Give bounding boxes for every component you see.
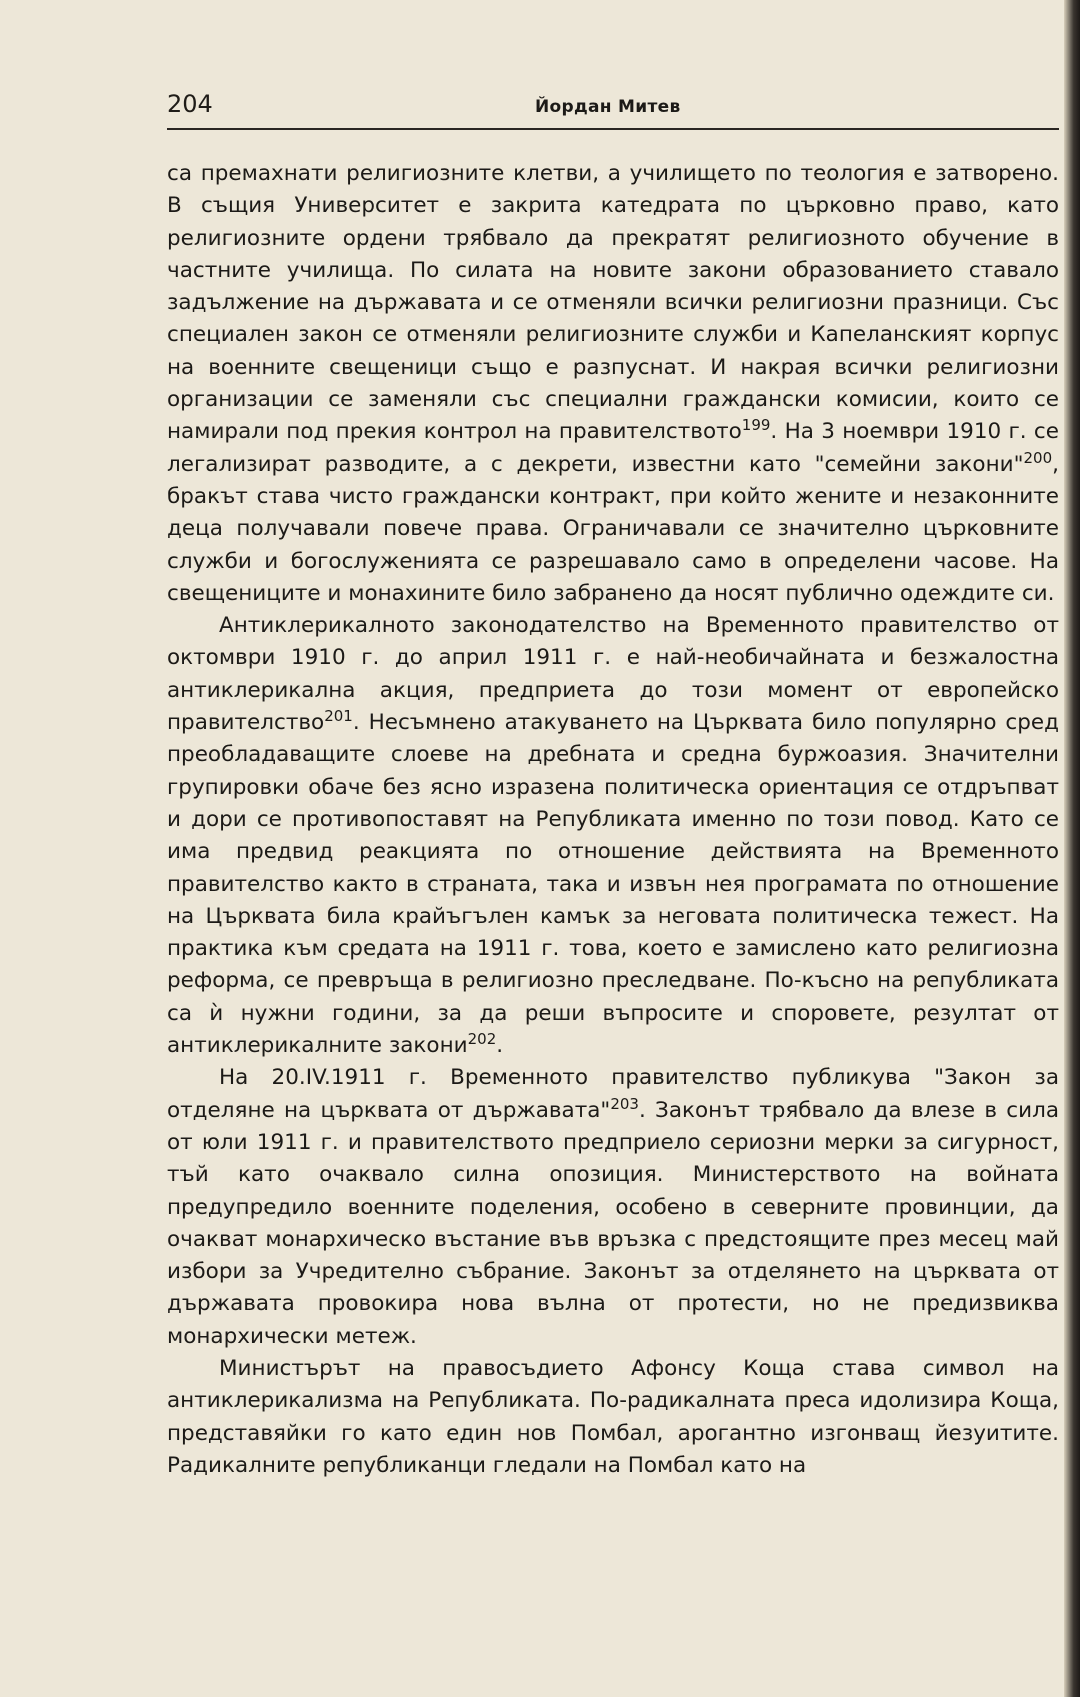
text-segment: . Законът трябвало да влезе в сила от юли 1911 г. и правителството предприело сериозни мерки за сигурност, тъй като очаквало силна опозиция. Министерството на войната предупредило военните поделения, особено в северните провинции, да очакват монархическо въстание във връзка с предстоящите през месец май избори за Учредително събрание. Законът за отделянето на църквата от държавата провокира нова вълна от протести, но не предизвиква монархически метеж. (167, 1097, 1059, 1349)
text-segment: Антиклерикалното законодателство на Временното правителство от октомври 1910 г. до април 1911 г. е най-необичайната и безжалостна антиклерикална акция, предприета до този момент от европейско правителство (167, 613, 1059, 736)
text-segment: . На 3 ноември 1910 г. се легализират разводите, а с декрети, известни като "семейни закони" (167, 419, 1059, 477)
footnote-ref: 203 (610, 1094, 639, 1113)
footnote-ref: 200 (1023, 448, 1053, 467)
header-rule (167, 128, 1059, 130)
page-header (167, 84, 1059, 124)
text-segment: На 20.IV.1911 г. Временното правителство публикува "Закон за отделяне на църквата от държавата" (167, 1065, 1059, 1123)
paragraph (167, 158, 1059, 610)
footnote-ref: 202 (467, 1029, 497, 1048)
running-title: Йордан Митев (535, 97, 681, 117)
page-number: 204 (167, 90, 213, 118)
text-segment: . Несъмнено атакуването на Църквата било популярно сред преобладаващите слоеве на дребната и средна буржоазия. Значителни групировки обаче без ясно изразена политическа ориентация се отдръпват и дори се противопоставят на Републиката именно по този повод. Като се има предвид реакцията по отношение действията на Временното правителство както в страната, така и извън нея програмата по отношение на Църквата била крайъгълен камък за неговата политическа тежест. На практика към средата на 1911 г. това, което е замислено като религиозна реформа, се превръща в религиозно преследване. По-късно на републиката са ѝ нужни години, за да реши въпросите и споровете, резултат от антиклерикалните закони (167, 710, 1059, 1059)
body-text (167, 158, 1059, 1482)
footnote-ref: 199 (741, 416, 771, 435)
footnote-ref: 201 (324, 706, 353, 725)
text-segment: Министърът на правосъдието Афонсу Коща става символ на антиклерикализма на Републиката. По-радикалната преса идолизира Коща, представяйки го като един нов Помбал, арогантно изгонващ йезуитите. Радикалните републиканци гледали на Помбал като на (167, 1355, 1059, 1478)
text-segment: , бракът става чисто граждански контракт, при който жените и незаконните деца получавали повече права. Ограничавали се значително църковните служби и богослуженията се разрешавало само в определени часове. На свещениците и монахините било забранено да носят публично одеждите си. (167, 451, 1059, 606)
paragraph (167, 610, 1059, 1062)
paragraph (167, 1353, 1059, 1482)
paragraph (167, 1062, 1059, 1353)
page-edge-shadow (1064, 0, 1080, 1697)
text-segment: са премахнати религиозните клетви, а училището по теология е затворено. В същия Университет е закрита катедрата по църковно право, като религиозните ордени трябвало да прекратят религиозното обучение в частните училища. По силата на новите закони образованието ставало задължение на държавата и се отменяли всички религиозни празници. Със специален закон се отменяли религиозните служби и Капеланският корпус на военните свещеници също е разпуснат. И накрая всички религиозни организации се заменяли със специални граждански комисии, които се намирали под прекия контрол на правителството (167, 161, 1059, 445)
text-segment: . (496, 1033, 504, 1059)
